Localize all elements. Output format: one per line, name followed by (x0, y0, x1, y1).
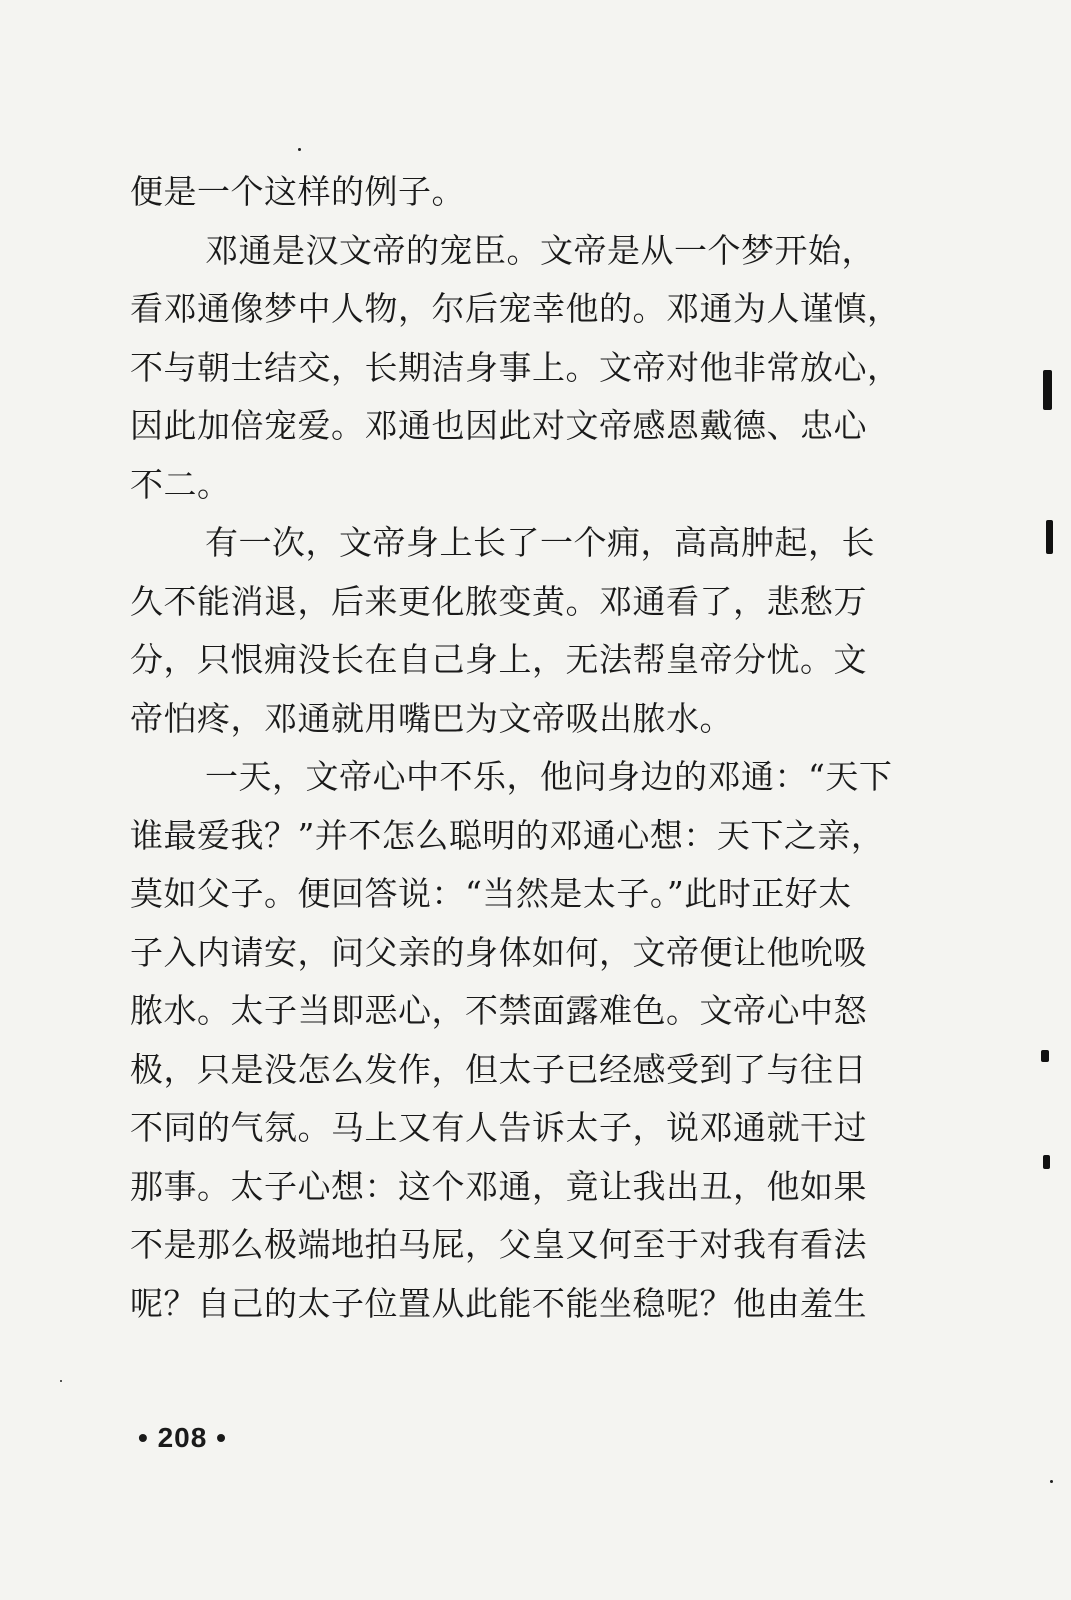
scan-speck (60, 1380, 62, 1382)
text-line: 脓水。太子当即恶心，不禁面露难色。文帝心中怒 (130, 991, 867, 1030)
text-line: 分，只恨痈没长在自己身上，无法帮皇帝分忧。文 (130, 640, 867, 679)
text-line: 便是一个这样的例子。 (130, 172, 465, 211)
scan-speck (1050, 1480, 1053, 1483)
text-line: 邓通是汉文帝的宠臣。文帝是从一个梦开始， (205, 230, 875, 270)
scan-edge-mark (1041, 1050, 1049, 1062)
text-line: 不二。 (130, 464, 231, 504)
scan-speck (298, 148, 301, 151)
text-line: 看邓通像梦中人物，尔后宠幸他的。邓通为人谨慎， (130, 289, 901, 328)
text-line: 呢？自己的太子位置从此能不能坐稳呢？他由羞生 (130, 1283, 867, 1323)
text-line: 那事。太子心想：这个邓通，竟让我出丑，他如果 (130, 1166, 867, 1206)
text-line: 帝怕疼，邓通就用嘴巴为文帝吸出脓水。 (130, 698, 733, 738)
scan-edge-mark (1046, 520, 1053, 554)
page-number: • 208 • (138, 1422, 227, 1453)
text-line: 子入内请安，问父亲的身体如何，文帝便让他吮吸 (130, 932, 867, 972)
text-line: 一天，文帝心中不乐，他问身边的邓通：“天下 (205, 757, 893, 796)
text-line: 极，只是没怎么发作，但太子已经感受到了与往日 (130, 1049, 867, 1089)
scan-edge-mark (1043, 1155, 1050, 1169)
text-line: 有一次，文帝身上长了一个痈，高高肿起，长 (205, 523, 875, 562)
text-line: 不是那么极端地拍马屁，父皇又何至于对我有看法 (130, 1225, 867, 1264)
text-line: 久不能消退，后来更化脓变黄。邓通看了，悲愁万 (130, 581, 867, 621)
body-text (130, 163, 940, 1333)
text-line: 因此加倍宠爱。邓通也因此对文帝感恩戴德、忠心 (130, 406, 867, 445)
text-line: 莫如父子。便回答说：“当然是太子。”此时正好太 (130, 874, 852, 913)
scan-edge-mark (1043, 370, 1052, 410)
text-line: 谁最爱我？”并不怎么聪明的邓通心想：天下之亲， (130, 815, 885, 855)
text-line: 不同的气氛。马上又有人告诉太子，说邓通就干过 (130, 1108, 867, 1147)
text-line: 不与朝士结交，长期洁身事上。文帝对他非常放心， (130, 347, 901, 387)
